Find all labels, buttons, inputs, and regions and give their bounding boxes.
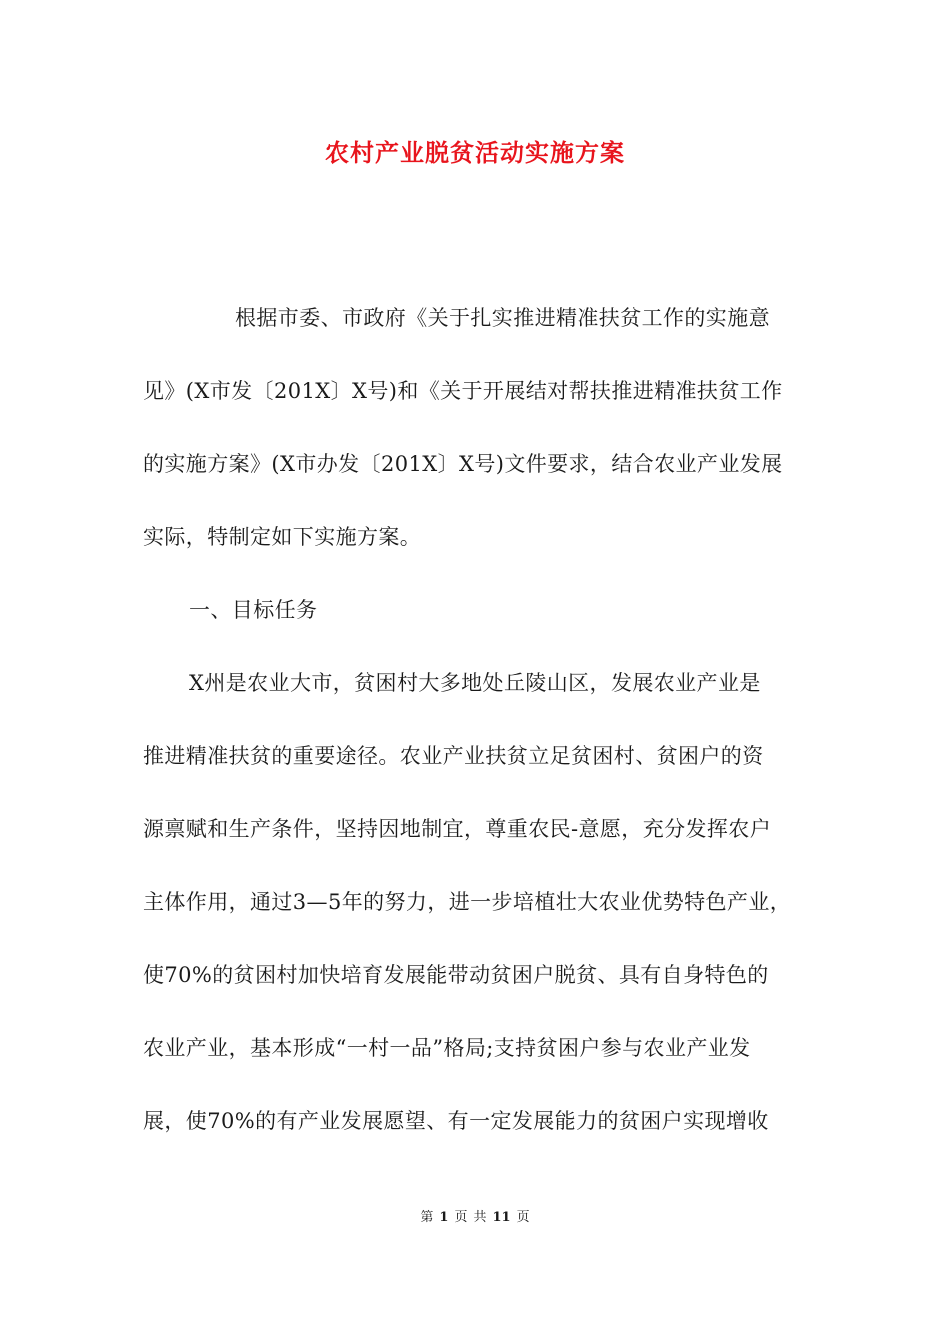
paragraph-line: 农业产业，基本形成“一村一品”格局;支持贫困户参与农业产业发 — [143, 1036, 751, 1060]
footer-suffix: 页 — [516, 1210, 530, 1225]
page-footer — [0, 1208, 950, 1228]
current-page-number: 1 — [439, 1210, 449, 1225]
section-heading: 一、目标任务 — [189, 598, 318, 622]
footer-total-word: 共 — [473, 1210, 487, 1225]
footer-prefix: 第 — [420, 1210, 434, 1225]
paragraph-line: 源禀赋和生产条件，坚持因地制宜，尊重农民-意愿，充分发挥农户 — [143, 817, 772, 841]
document-body — [143, 282, 823, 1158]
paragraph-line: 实际，特制定如下实施方案。 — [143, 525, 422, 549]
total-page-number: 11 — [492, 1210, 511, 1225]
paragraph-line: 使70%的贫困村加快培育发展能带动贫困户脱贫、具有自身特色的 — [143, 963, 769, 987]
paragraph-line: 的实施方案》(X市办发〔201X〕X号)文件要求，结合农业产业发展 — [143, 452, 783, 476]
paragraph-line: 推进精准扶贫的重要途径。农业产业扶贫立足贫困村、贫困户的资 — [143, 744, 764, 768]
footer-page-word: 页 — [454, 1210, 468, 1225]
document-title: 农村产业脱贫活动实施方案 — [325, 138, 625, 167]
paragraph-line: 展，使70%的有产业发展愿望、有一定发展能力的贫困户实现增收 — [143, 1109, 769, 1133]
paragraph-line: 根据市委、市政府《关于扎实推进精准扶贫工作的实施意 — [235, 306, 770, 330]
paragraph-line: X州是农业大市，贫困村大多地处丘陵山区，发展农业产业是 — [189, 671, 761, 695]
paragraph-line: 见》(X市发〔201X〕X号)和《关于开展结对帮扶推进精准扶贫工作 — [143, 379, 783, 403]
paragraph-line: 主体作用，通过3—5年的努力，进一步培植壮大农业优势特色产业， — [143, 890, 792, 914]
